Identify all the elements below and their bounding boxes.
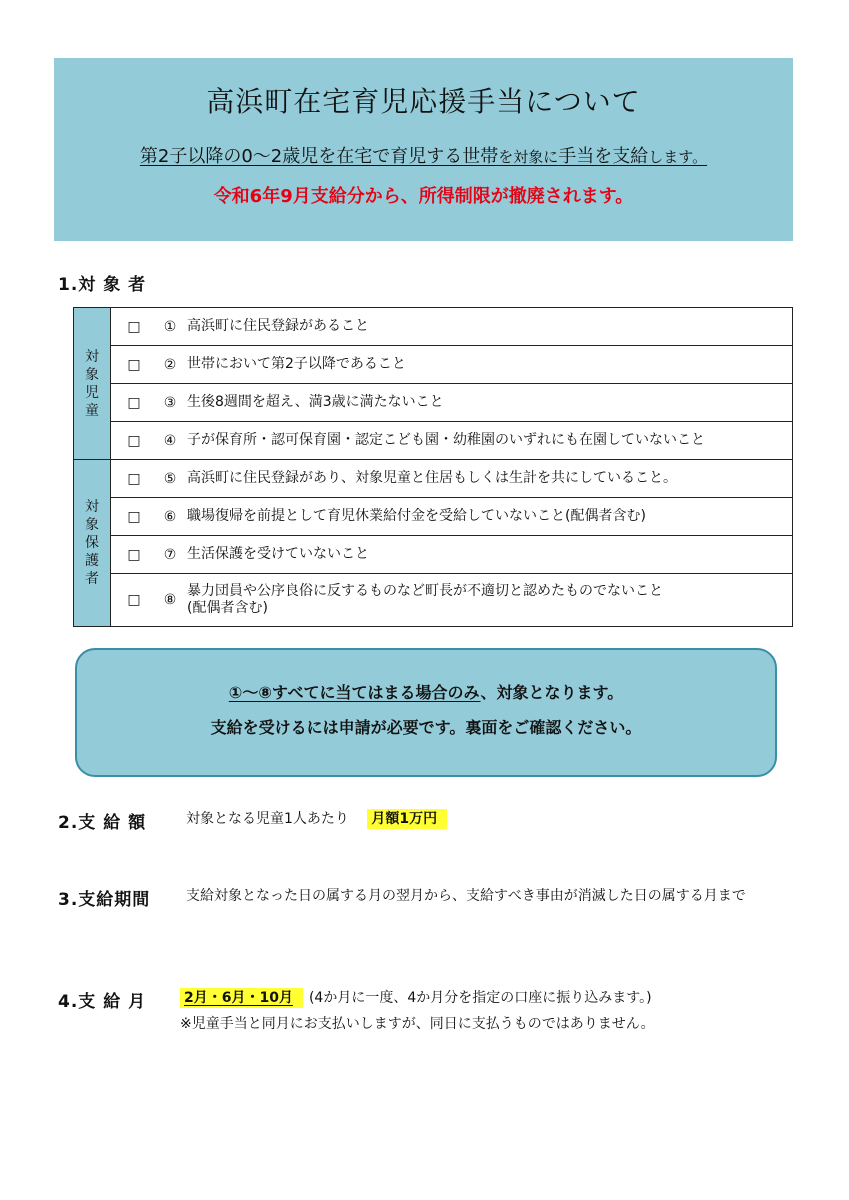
criterion-number: ① (163, 318, 177, 335)
criterion-cell (111, 574, 793, 627)
checkbox-icon[interactable]: □ (127, 394, 141, 411)
criterion-cell (111, 498, 793, 536)
payment-months-highlight: 2月・6月・10月 (180, 988, 303, 1008)
criterion-number: ③ (163, 394, 177, 411)
criterion-cell (111, 384, 793, 422)
criterion-text: 高浜町に住民登録があること (187, 318, 369, 334)
amount-label: 対象となる児童1人あたり (186, 811, 349, 827)
criterion-number: ② (163, 356, 177, 373)
banner-subtitle (54, 142, 793, 168)
subtitle-part-1: 第2子以降の0～2歳児を在宅で育児する世帯 (139, 146, 499, 167)
page-title: 高浜町在宅育児応援手当について (206, 85, 641, 118)
notice-line-1-underlined: ①～⑧すべてに当てはまる場合のみ (228, 683, 481, 702)
subtitle-part-2: を対象に (498, 148, 559, 166)
table-row (74, 422, 793, 460)
section2-heading: 2.支 給 額 (58, 813, 147, 833)
payment-months-note: (4か月に一度、4か月分を指定の口座に振り込みます。) (308, 990, 652, 1006)
criterion-cell (111, 460, 793, 498)
section4-heading: 4.支 給 月 (58, 992, 147, 1012)
checkbox-icon[interactable]: □ (127, 508, 141, 525)
subtitle-part-4: します。 (648, 148, 708, 166)
criterion-number: ⑥ (163, 508, 177, 525)
criterion-text: 世帯において第2子以降であること (187, 356, 406, 372)
section3-text: 支給対象となった日の属する月の翌月から、支給すべき事由が消滅した日の属する月まで (186, 888, 746, 904)
criterion-text: 子が保育所・認可保育園・認定こども園・幼稚園のいずれにも在園していないこと (187, 432, 705, 448)
criterion-number: ④ (163, 432, 177, 449)
table-row (74, 308, 793, 346)
checkbox-icon[interactable]: □ (127, 546, 141, 563)
criterion-cell (111, 536, 793, 574)
table-row (74, 536, 793, 574)
criterion-text: 職場復帰を前提として育児休業給付金を受給していないこと(配偶者含む) (187, 508, 646, 524)
criterion-number: ⑤ (163, 470, 177, 487)
section4-text (180, 986, 790, 1010)
criterion-cell (111, 422, 793, 460)
amount-highlight: 月額1万円 (367, 809, 447, 829)
subtitle-part-3: 手当を支給 (558, 146, 649, 167)
criterion-text: 暴力団員や公序良俗に反するものなど町長が不適切と認めたものでないこと (配偶者含む) (187, 583, 663, 616)
section2-text (186, 807, 447, 831)
notice-box (75, 648, 777, 777)
group-label: 対 象 児 童 (74, 308, 111, 460)
table-row (74, 384, 793, 422)
group-label: 対 象 保 護 者 (74, 460, 111, 627)
criterion-number: ⑧ (163, 592, 177, 608)
table-row (74, 574, 793, 627)
criterion-text: 高浜町に住民登録があり、対象児童と住居もしくは生計を共にしていること。 (187, 470, 677, 486)
section3-heading: 3.支給期間 (58, 890, 151, 910)
criterion-cell (111, 346, 793, 384)
checkbox-icon[interactable]: □ (127, 470, 141, 487)
header-banner (54, 58, 793, 241)
section1-heading: 1.対 象 者 (58, 275, 147, 295)
notice-line-2: 支給を受けるには申請が必要です。裏面をご確認ください。 (210, 718, 642, 737)
checkbox-icon[interactable]: □ (127, 432, 141, 449)
criterion-text: 生活保護を受けていないこと (187, 546, 369, 562)
criterion-number: ⑦ (163, 546, 177, 563)
table-row (74, 460, 793, 498)
eligibility-table (73, 307, 793, 627)
section4-footnote: ※児童手当と同月にお支払いしますが、同日に支払うものではありません。 (180, 1016, 655, 1032)
table-row (74, 498, 793, 536)
banner-notice: 令和6年9月支給分から、所得制限が撤廃されます。 (213, 186, 634, 207)
criterion-cell (111, 308, 793, 346)
notice-line-1 (77, 680, 775, 703)
table-row (74, 346, 793, 384)
criterion-text: 生後8週間を超え、満3歳に満たないこと (187, 394, 444, 410)
checkbox-icon[interactable]: □ (127, 356, 141, 373)
checkbox-icon[interactable]: □ (127, 592, 141, 608)
notice-line-1-rest: 、対象となります。 (480, 683, 624, 702)
checkbox-icon[interactable]: □ (127, 318, 141, 335)
